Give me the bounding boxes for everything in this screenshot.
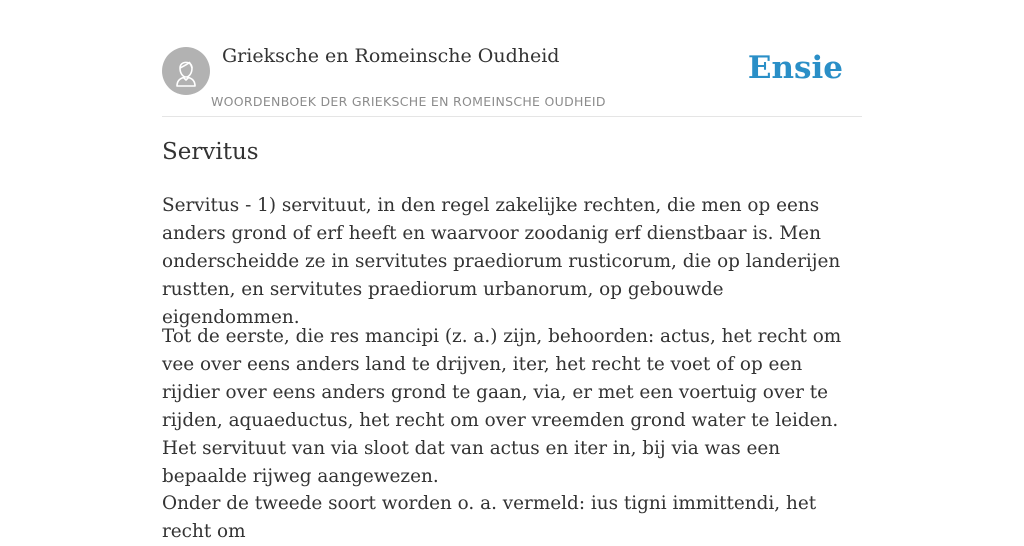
entry-paragraph-3: Onder de tweede soort worden o. a. vermeld: ius tigni immittendi, het recht om [162,493,817,542]
entry-title: Servitus [162,139,259,165]
source-title-link[interactable]: Grieksche en Romeinsche Oudheid [222,45,560,67]
user-silhouette-icon [162,47,210,95]
header [162,0,862,117]
source-subtitle: WOORDENBOEK DER GRIEKSCHE EN ROMEINSCHE OUDHEID [211,94,606,109]
entry-paragraph-2: Tot de eerste, die res mancipi (z. a.) zijn, behoorden: actus, het recht om vee over eens anders land te drijven, iter, het recht te voet of op een rijdier over eens anders grond te gaan, via, er met een voertuig over te rijden, aquaeductus, het recht om over vreemden grond water te leiden. Het servituut van via sloot dat van actus en iter in, bij via was een bepaalde rijweg aangewezen. [162,326,842,487]
avatar[interactable] [162,47,210,95]
page [162,0,862,542]
entry-paragraph-1: Servitus - 1) servituut, in den regel zakelijke rechten, die men op eens anders grond of erf heeft en waarvoor zoodanig erf dienstbaar is. Men onderscheidde ze in servitutes praediorum rusticorum, die op landerijen rustten, en servitutes praediorum urbanorum, op gebouwde eigendommen. [162,195,841,328]
ensie-logo[interactable]: Ensie [747,50,843,86]
